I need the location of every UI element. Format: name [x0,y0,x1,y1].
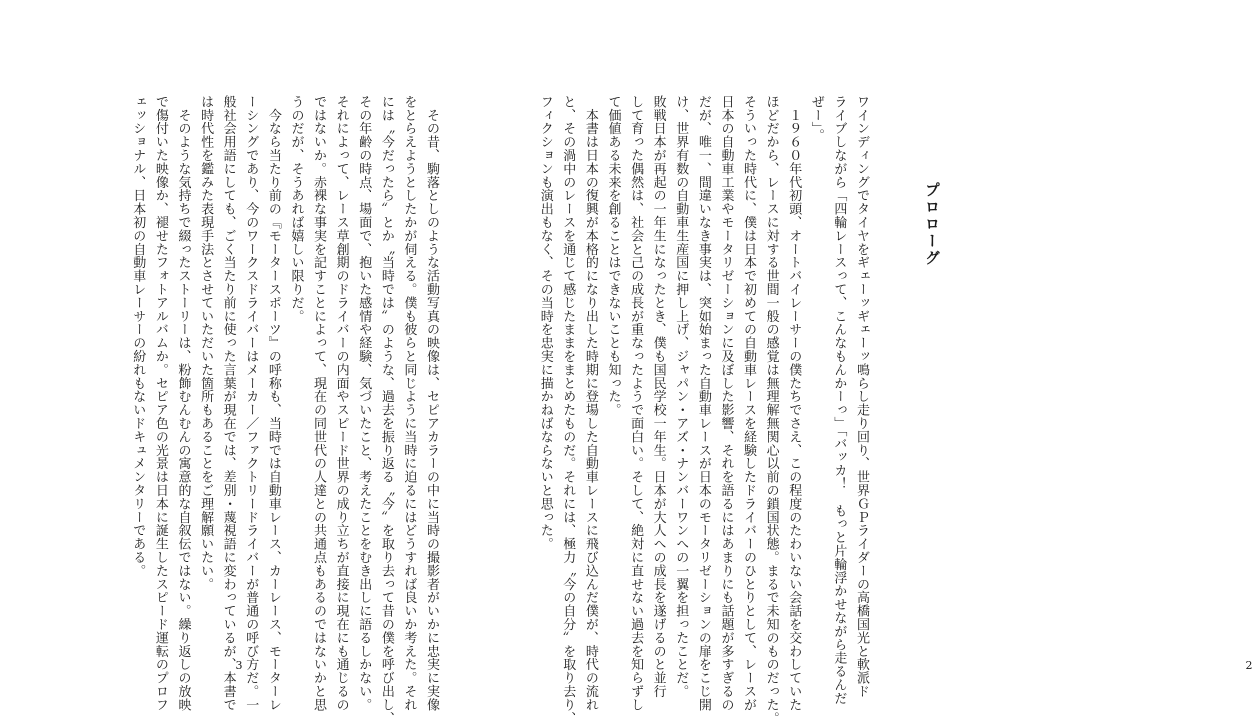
text-column: １９６０年代初頭、オートバイレーサーの僕たちでさえ、この程度のたわいない会話を交わしていた [786,95,802,712]
right-page-body [533,95,872,725]
text-column: 敗戦日本が再起の一年生になったとき、僕も国民学校一年生。日本が大人への成長を遂げるのと並行 [650,95,666,698]
text-column: ぜー」。 [808,95,824,143]
text-column: ほどだから、レースに対する世間一般の感覚は無理解無関心以前の鎖国状態。まるで未知のものだった。 [763,95,779,725]
text-column: ワインディングでタイヤをギェーッギェーッ鳴らし走り回り、世界ＧＰライダーの高橋国光と軟派ド [854,95,869,698]
text-column: て価値ある未来を創ることはできないことも知った。 [605,95,621,417]
text-column: をとらえようとしたかが伺える。僕も彼らと同じように当時に迫るにはどうすれば良いか考えた。それ [401,95,417,712]
text-column: ーシングであり、今のワークスドライバーはメーカー／ファクトリードライバーが普通の呼び方だ。一 [243,95,259,712]
text-column: ェッショナル、日本初の自動車レーサーの紛れもないドキュメンタリーである。 [130,95,146,578]
text-column: その年齢の時点、場面で、抱いた感情や経験、気づいたこと、考えたことをむき出しに語るしかない。 [356,95,372,712]
left-page [0,0,500,725]
left-page-number: 3 [235,659,243,672]
text-column: して育った偶然は、社会と己の成長が重なったようで面白い。そして、絶対に直せない過去を知らずし [628,95,644,712]
text-column: うのだが、そうあれば嬉しい限りだ。 [288,95,304,323]
text-column: そのような気持ちで綴ったストーリーは、粉飾むんむんの寓意的な自叙伝ではない。繰り返しの放映 [175,95,191,712]
right-page [500,0,1253,725]
text-column: その昔、駒落としのような活動写真の映像は、セピアカラーの中に当時の撮影者がいかに忠実に実像 [424,95,439,712]
text-column: だが、唯一、間違いなき事実は、突如始まった自動車レースが日本のモータリゼーションの扉をこじ開 [695,95,711,712]
text-column: 本書は日本の復興が本格的になり出した時期に登場した自動車レースに飛び込んだ僕が、時代の流れ [582,95,598,712]
chapter-title: プロローグ [923,182,941,267]
text-column: け、世界有数の自動車生産国に押し上げ、ジャパン・アズ・ナンバーワンへの一翼を担ったことだ。 [673,95,689,698]
text-column: ではないか。赤裸な事実を記すことによって、現在の同世代の人達との共通点もあるのではないかと思 [311,95,327,712]
text-column: で傷付いた映像か、褪せたフォトアルバムか。セピア色の光景は日本に誕生したスピード運転のプロフ [152,95,168,712]
left-page-body [126,95,442,725]
text-column: と、その渦中のレースを通じて感じたままをまとめたものだ。それには、極力〝今の自分〟を取り去り、 [560,95,576,725]
text-column: ライブしながら「四輪レースって、こんなもんかーっ」「バッカ！ もっと片輪浮かせながら走るんだ [831,95,847,705]
text-column: は時代性を鑑みた表現手法とさせていただいた箇所もあることをご理解願いたい。 [198,95,214,591]
text-column: フィクションも演出もなく、その当時を忠実に描かねばならないと思った。 [537,95,553,551]
text-column: 日本の自動車工業やモータリゼーションに及ぼした影響、それを語るにはあまりにも話題が多すぎるの [718,95,734,712]
text-column: 今なら当たり前の『モータースポーツ』の呼称も、当時では自動車レース、カーレース、モーターレ [265,95,281,712]
text-column: そういった時代に、僕は日本で初めての自動車レースを経験したドライバーのひとりとして、レースが [741,95,757,712]
right-page-number: 2 [1245,659,1253,672]
text-column: には〝今だったら〟とか〝当時では〟のような、過去を振り返る〝今〟を取り去って昔の僕を呼び出し、 [378,95,394,725]
text-column: それによって、レース草創期のドライバーの内面やスピード世界の成り立ちが直接に現在にも通じるの [333,95,349,712]
text-column: 般社会用語にしても、ごく当たり前に使った言葉が現在では、差別・蔑視語に変わっているが、本書で [220,95,236,712]
